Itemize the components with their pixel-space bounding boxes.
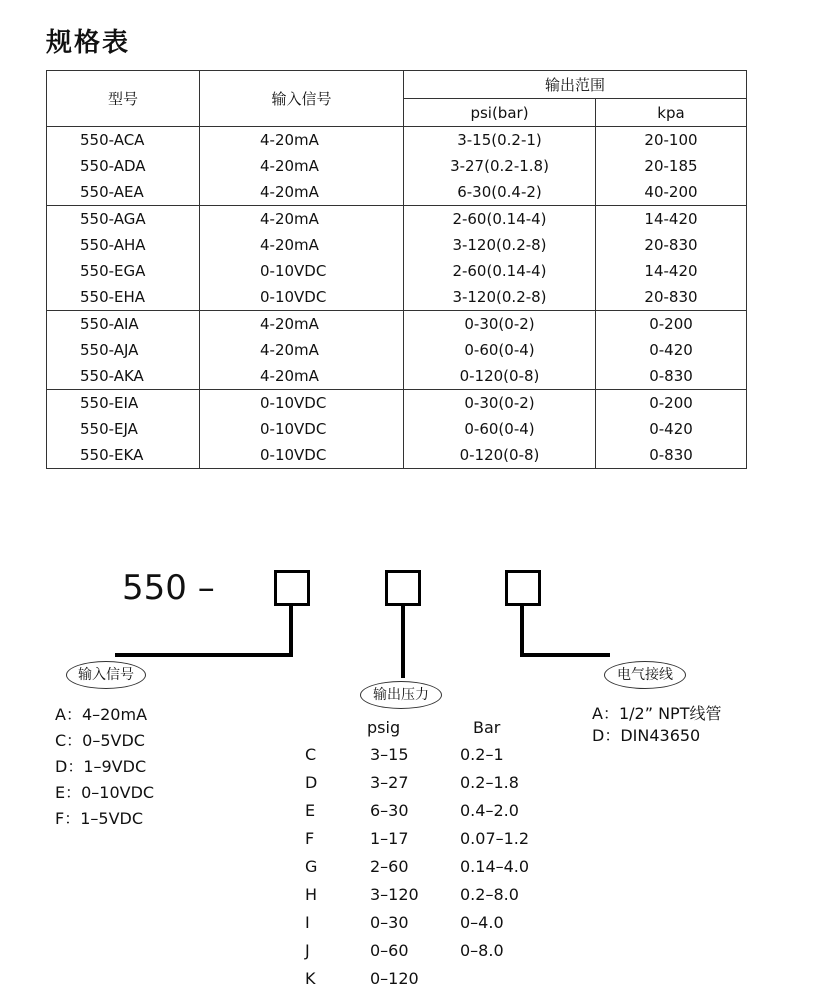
pressure-psig: 0–30: [370, 913, 409, 932]
pressure-code-box: [385, 570, 421, 606]
cell-kpa: 14-420: [596, 206, 747, 233]
cell-input: 0-10VDC: [200, 416, 404, 442]
connector-line: [115, 653, 293, 657]
cell-kpa: 0-830: [596, 442, 747, 469]
cell-kpa: 0-830: [596, 363, 747, 390]
pressure-psig: 0–120: [370, 969, 419, 988]
cell-input: 0-10VDC: [200, 390, 404, 417]
cell-input: 4-20mA: [200, 311, 404, 338]
cell-psi: 0-60(0-4): [404, 416, 596, 442]
pressure-psig: 3–27: [370, 773, 409, 792]
cell-model: 550-AJA: [47, 337, 200, 363]
electrical-code-box: [505, 570, 541, 606]
electrical-connection-label: 电气接线: [604, 661, 686, 689]
pressure-code: K: [305, 969, 316, 988]
pressure-psig: 3–120: [370, 885, 419, 904]
pressure-bar: 0.07–1.2: [460, 829, 530, 848]
cell-psi: 3-15(0.2-1): [404, 127, 596, 154]
cell-psi: 2-60(0.14-4): [404, 258, 596, 284]
pressure-psig: 2–60: [370, 857, 409, 876]
cell-psi: 0-60(0-4): [404, 337, 596, 363]
cell-psi: 6-30(0.4-2): [404, 179, 596, 206]
cell-input: 0-10VDC: [200, 258, 404, 284]
input-option: D：1–9VDC: [55, 757, 147, 776]
cell-kpa: 20-830: [596, 232, 747, 258]
pressure-psig: 3–15: [370, 745, 409, 764]
input-option: E：0–10VDC: [55, 783, 155, 802]
cell-input: 4-20mA: [200, 127, 404, 154]
header-output: 输出范围: [404, 71, 747, 99]
model-code-prefix: 550 –: [122, 568, 215, 608]
table-row: [47, 127, 747, 154]
cell-kpa: 0-200: [596, 390, 747, 417]
pressure-code: I: [305, 913, 310, 932]
pressure-code: F: [305, 829, 315, 848]
cell-model: 550-AEA: [47, 179, 200, 206]
cell-psi: 0-30(0-2): [404, 390, 596, 417]
cell-input: 4-20mA: [200, 232, 404, 258]
header-psi: psi(bar): [404, 99, 596, 127]
cell-model: 550-ACA: [47, 127, 200, 154]
cell-psi: 0-120(0-8): [404, 363, 596, 390]
header-input: 输入信号: [200, 71, 404, 127]
spec-table: [46, 70, 747, 469]
table-row: [47, 258, 747, 284]
table-row: [47, 337, 747, 363]
output-pressure-label: 输出压力: [360, 681, 442, 709]
pressure-bar: 0–4.0: [460, 913, 504, 932]
cell-psi: 2-60(0.14-4): [404, 206, 596, 233]
pressure-psig: 1–17: [370, 829, 409, 848]
cell-psi: 0-120(0-8): [404, 442, 596, 469]
connector-line: [520, 606, 524, 656]
table-row: [47, 232, 747, 258]
pressure-code: G: [305, 857, 318, 876]
pressure-bar: 0.14–4.0: [460, 857, 530, 876]
cell-kpa: 20-185: [596, 153, 747, 179]
cell-input: 0-10VDC: [200, 442, 404, 469]
cell-model: 550-ADA: [47, 153, 200, 179]
table-row: [47, 206, 747, 233]
header-model: 型号: [47, 71, 200, 127]
pressure-psig: 6–30: [370, 801, 409, 820]
cell-model: 550-EHA: [47, 284, 200, 311]
electrical-option: A：1/2” NPT线管: [592, 704, 722, 723]
pressure-bar: 0.2–1: [460, 745, 504, 764]
table-row: [47, 442, 747, 469]
cell-model: 550-EGA: [47, 258, 200, 284]
pressure-code: H: [305, 885, 318, 904]
pressure-code: D: [305, 773, 318, 792]
cell-model: 550-AKA: [47, 363, 200, 390]
input-options-list: [55, 702, 154, 832]
pressure-code: E: [305, 801, 316, 820]
cell-model: 550-AGA: [47, 206, 200, 233]
input-code-box: [274, 570, 310, 606]
cell-kpa: 20-100: [596, 127, 747, 154]
input-option: A：4–20mA: [55, 705, 148, 724]
table-row: [47, 284, 747, 311]
table-row: [47, 311, 747, 338]
cell-kpa: 40-200: [596, 179, 747, 206]
cell-kpa: 0-420: [596, 337, 747, 363]
cell-model: 550-AIA: [47, 311, 200, 338]
pressure-psig: 0–60: [370, 941, 409, 960]
cell-kpa: 0-200: [596, 311, 747, 338]
cell-psi: 3-120(0.2-8): [404, 284, 596, 311]
header-kpa: kpa: [596, 99, 747, 127]
cell-input: 4-20mA: [200, 153, 404, 179]
input-option: C：0–5VDC: [55, 731, 145, 750]
cell-model: 550-EKA: [47, 442, 200, 469]
cell-input: 4-20mA: [200, 206, 404, 233]
input-option: F：1–5VDC: [55, 809, 144, 828]
table-row: [47, 416, 747, 442]
cell-kpa: 14-420: [596, 258, 747, 284]
connector-line: [401, 606, 405, 678]
pressure-bar: 0.2–8.0: [460, 885, 519, 904]
electrical-option: D：DIN43650: [592, 726, 701, 745]
cell-input: 4-20mA: [200, 337, 404, 363]
cell-input: 4-20mA: [200, 363, 404, 390]
table-row: [47, 153, 747, 179]
connector-line: [520, 653, 610, 657]
table-row: [47, 390, 747, 417]
table-row: [47, 363, 747, 390]
cell-model: 550-EIA: [47, 390, 200, 417]
pressure-code: J: [305, 941, 310, 960]
cell-kpa: 0-420: [596, 416, 747, 442]
pressure-bar: 0–8.0: [460, 941, 504, 960]
cell-psi: 3-120(0.2-8): [404, 232, 596, 258]
cell-input: 0-10VDC: [200, 284, 404, 311]
psig-header: psig: [367, 718, 401, 737]
bar-header: Bar: [473, 718, 501, 737]
cell-psi: 0-30(0-2): [404, 311, 596, 338]
pressure-bar: 0.2–1.8: [460, 773, 519, 792]
electrical-options-list: [592, 703, 721, 747]
table-row: [47, 179, 747, 206]
cell-model: 550-EJA: [47, 416, 200, 442]
page-title: 规格表: [46, 28, 131, 58]
pressure-code: C: [305, 745, 317, 764]
cell-kpa: 20-830: [596, 284, 747, 311]
pressure-bar: 0.4–2.0: [460, 801, 519, 820]
input-signal-label: 输入信号: [66, 661, 146, 689]
cell-psi: 3-27(0.2-1.8): [404, 153, 596, 179]
cell-input: 4-20mA: [200, 179, 404, 206]
cell-model: 550-AHA: [47, 232, 200, 258]
connector-line: [289, 606, 293, 656]
